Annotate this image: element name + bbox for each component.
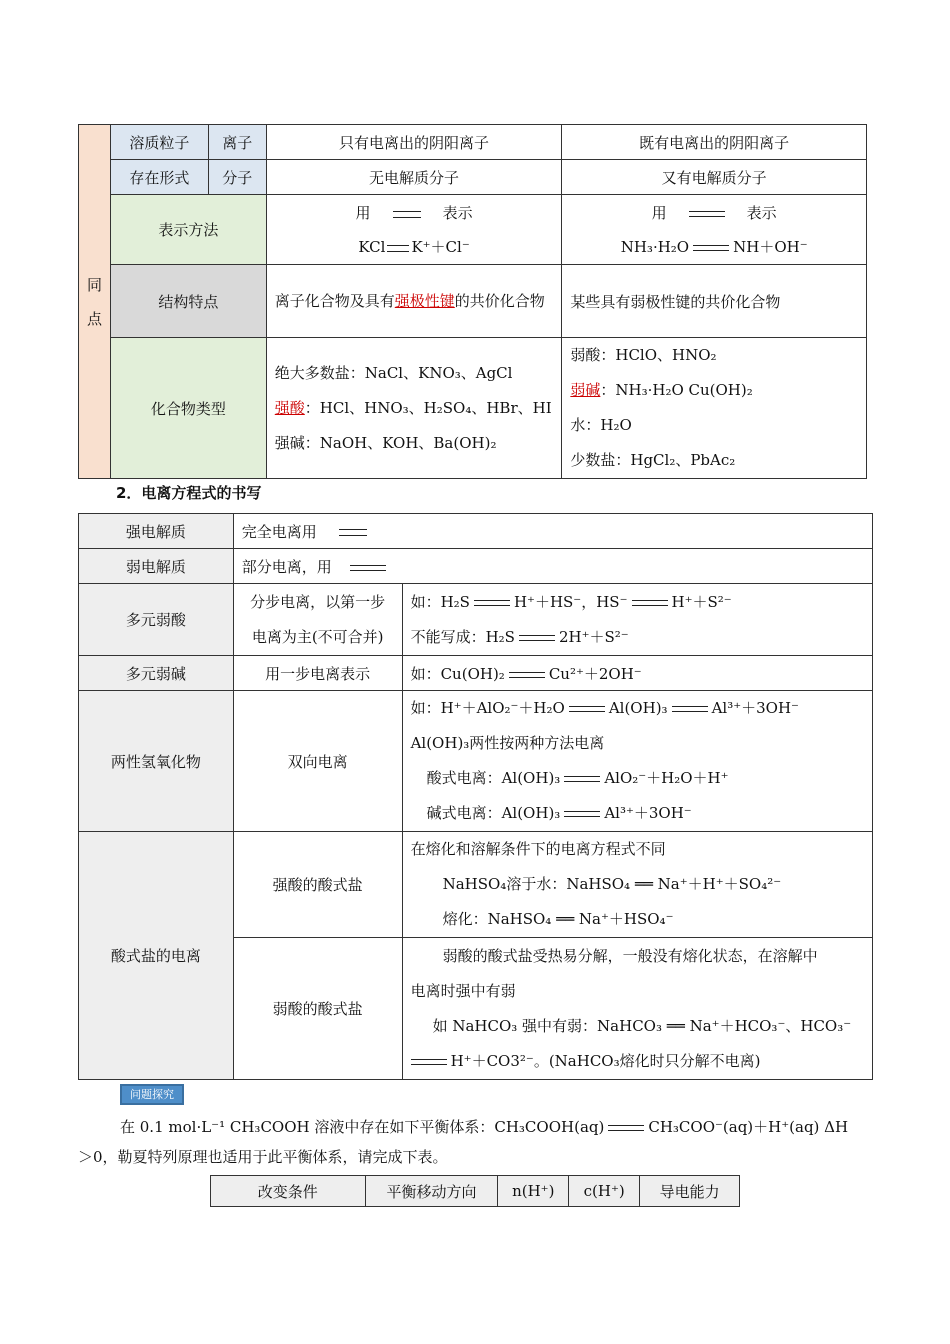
header-direction: 平衡移动方向 — [365, 1176, 498, 1207]
problem-paragraph: 在 0.1 mol·L⁻¹ CH₃COOH 溶液中存在如下平衡体系：CH₃COOH(aq) CH₃COO⁻(aq)＋H⁺(aq) ΔH ＞0，勒夏特列原理也适用于此平衡体系，请完成下表。 — [78, 1118, 849, 1166]
repr-strong-cell: 用 表示 KCl K⁺＋Cl⁻ — [266, 195, 562, 265]
header-conductivity: 导电能力 — [640, 1176, 740, 1207]
weak-ion-cell: 既有电离出的阴阳离子 — [562, 125, 867, 160]
problem-tag: 问题探究 — [120, 1083, 184, 1102]
strong-electrolyte-label: 强电解质 — [79, 514, 234, 549]
amphoteric-label: 两性氢氧化物 — [79, 691, 234, 832]
strong-acid-salt-desc: 在熔化和溶解条件下的电离方程式不同 NaHSO₄溶于水：NaHSO₄ ══ Na⁺＋H⁺＋SO₄²⁻ 熔化：NaHSO₄ ══ Na⁺＋HSO₄⁻ — [402, 832, 872, 938]
ion-label: 离子 — [208, 125, 266, 160]
polyacid-example: 如：H₂S H⁺＋HS⁻，HS⁻ H⁺＋S²⁻ 不能写成：H₂S 2H⁺＋S²⁻ — [402, 584, 872, 656]
struct-weak-cell: 某些具有弱极性键的共价化合物 — [562, 265, 867, 338]
amphoteric-mid: 双向电离 — [233, 691, 402, 832]
struct-strong-cell: 离子化合物及具有强极性键的共价化合物 — [266, 265, 562, 338]
acid-salt-label: 酸式盐的电离 — [79, 832, 234, 1080]
weak-electrolyte-desc: 部分电离，用 — [233, 549, 872, 584]
equilibrium-table — [210, 1175, 740, 1207]
weak-mol-cell: 又有电解质分子 — [562, 160, 867, 195]
polyacid-label: 多元弱酸 — [79, 584, 234, 656]
repr-label: 表示方法 — [110, 195, 266, 265]
amphoteric-example: 如：H⁺＋AlO₂⁻＋H₂O Al(OH)₃ Al³⁺＋3OH⁻ Al(OH)₃两性按两种方法电离 酸式电离：Al(OH)₃ AlO₂⁻＋H₂O＋H⁺ 碱式电离：Al(OH)₃ Al³⁺＋3OH⁻ — [402, 691, 872, 832]
weak-electrolyte-label: 弱电解质 — [79, 549, 234, 584]
solute-label-1: 溶质粒子 — [110, 125, 208, 160]
header-n-h: n(H⁺) — [498, 1176, 569, 1207]
side-label: 同 点 — [79, 125, 111, 479]
ionization-table — [78, 513, 873, 1080]
weak-acid-salt-label: 弱酸的酸式盐 — [233, 938, 402, 1080]
type-strong-cell: 绝大多数盐：NaCl、KNO₃、AgCl 强酸：HCl、HNO₃、H₂SO₄、HBr、HI 强碱：NaOH、KOH、Ba(OH)₂ — [266, 338, 562, 479]
strong-acid-salt-label: 强酸的酸式盐 — [233, 832, 402, 938]
weak-acid-salt-desc: 弱酸的酸式盐受热易分解，一般没有熔化状态，在溶解中 电离时强中有弱 如 NaHCO₃ 强中有弱：NaHCO₃ ══ Na⁺＋HCO₃⁻、HCO₃⁻ H⁺＋CO3²⁻。(NaHCO₃熔化时只分解不电离) — [402, 938, 872, 1080]
polybase-example: 如：Cu(OH)₂ Cu²⁺＋2OH⁻ — [402, 656, 872, 691]
polybase-label: 多元弱碱 — [79, 656, 234, 691]
repr-weak-cell: 用 表示 NH₃·H₂O NH＋OH⁻ — [562, 195, 867, 265]
polybase-mid: 用一步电离表示 — [233, 656, 402, 691]
type-weak-cell: 弱酸：HClO、HNO₂ 弱碱：NH₃·H₂O Cu(OH)₂ 水：H₂O 少数盐：HgCl₂、PbAc₂ — [562, 338, 867, 479]
polyacid-mid: 分步电离，以第一步 电离为主(不可合并) — [233, 584, 402, 656]
strong-mol-cell: 无电解质分子 — [266, 160, 562, 195]
strong-electrolyte-desc: 完全电离用 — [233, 514, 872, 549]
struct-label: 结构特点 — [110, 265, 266, 338]
header-condition: 改变条件 — [211, 1176, 366, 1207]
type-label: 化合物类型 — [110, 338, 266, 479]
section-2-title: 2．电离方程式的书写 — [116, 484, 262, 502]
comparison-table — [78, 124, 867, 479]
mol-label: 分子 — [208, 160, 266, 195]
solute-label-2: 存在形式 — [110, 160, 208, 195]
strong-ion-cell: 只有电离出的阴阳离子 — [266, 125, 562, 160]
header-c-h: c(H⁺) — [569, 1176, 640, 1207]
